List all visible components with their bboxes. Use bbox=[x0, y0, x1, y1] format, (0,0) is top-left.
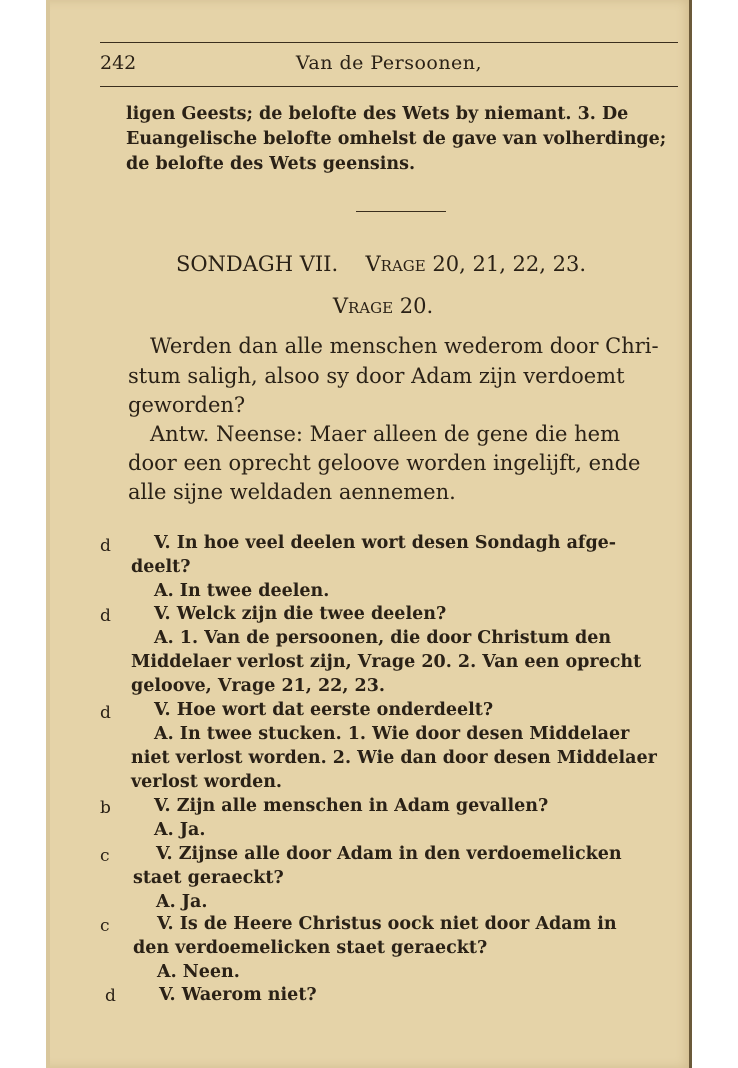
qa-line: geloove, Vrage 21, 22, 23. bbox=[131, 676, 385, 696]
margin-marker: b bbox=[100, 798, 111, 818]
qa-line: Middelaer verlost zijn, Vrage 20. 2. Van een oprecht bbox=[131, 652, 642, 672]
text-line: Antw. Neense: Maer alleen de gene die hem bbox=[150, 422, 621, 446]
qa-line: A. Ja. bbox=[156, 892, 208, 912]
question-heading: Vrage 20. bbox=[332, 294, 434, 318]
qa-line: V. Is de Heere Christus oock niet door Adam in bbox=[157, 914, 617, 934]
header-rule-top bbox=[100, 42, 678, 43]
qa-line: V. Waerom niet? bbox=[159, 985, 317, 1005]
qa-line: V. Welck zijn die twee deelen? bbox=[154, 604, 447, 624]
qa-line: V. Zijnse alle door Adam in den verdoemelicken bbox=[156, 844, 622, 864]
margin-marker: c bbox=[100, 916, 110, 936]
qa-line: A. In twee stucken. 1. Wie door desen Middelaer bbox=[154, 724, 630, 744]
header-rule-bottom bbox=[100, 86, 678, 87]
qa-line: A. Neen. bbox=[157, 962, 240, 982]
sunday-heading: SONDAGH VII. bbox=[175, 252, 339, 276]
qa-line: niet verlost worden. 2. Wie dan door desen Middelaer bbox=[131, 748, 657, 768]
qa-line: staet geraeckt? bbox=[133, 868, 284, 888]
qa-line: den verdoemelicken staet geraeckt? bbox=[133, 938, 488, 958]
text-line: stum saligh, alsoo sy door Adam zijn verdoemt bbox=[128, 364, 625, 388]
sunday-heading-line bbox=[58, 252, 704, 276]
margin-marker: d bbox=[100, 536, 111, 556]
margin-marker: d bbox=[105, 986, 116, 1006]
page-right-edge bbox=[689, 0, 692, 1068]
page-left-edge bbox=[46, 0, 50, 1068]
questions-heading: Vrage 20, 21, 22, 23. bbox=[365, 252, 587, 276]
qa-line: deelt? bbox=[131, 557, 191, 577]
qa-line: A. In twee deelen. bbox=[154, 581, 330, 601]
qa-line: V. In hoe veel deelen wort desen Sondagh afge- bbox=[154, 533, 617, 553]
qa-line: V. Hoe wort dat eerste onderdeelt? bbox=[154, 700, 494, 720]
qa-line: A. 1. Van de persoonen, die door Christum den bbox=[154, 628, 612, 648]
text-line: Euangelische belofte omhelst de gave van volherdinge; bbox=[126, 129, 667, 149]
page-number: 242 bbox=[100, 52, 137, 74]
margin-marker: d bbox=[100, 606, 111, 626]
text-line: geworden? bbox=[128, 393, 246, 417]
text-line: de belofte des Wets geensins. bbox=[126, 154, 416, 174]
text-line: door een oprecht geloove worden ingelijft, ende bbox=[128, 451, 641, 475]
margin-marker: d bbox=[100, 703, 111, 723]
text-line: alle sijne weldaden aennemen. bbox=[128, 480, 456, 504]
qa-line: V. Zijn alle menschen in Adam gevallen? bbox=[154, 796, 549, 816]
section-separator bbox=[356, 211, 446, 212]
qa-line: verlost worden. bbox=[131, 772, 283, 792]
margin-marker: c bbox=[100, 846, 110, 866]
text-line: ligen Geests; de belofte des Wets by niemant. 3. De bbox=[126, 104, 629, 124]
running-title: Van de Persoonen, bbox=[295, 52, 483, 74]
qa-line: A. Ja. bbox=[154, 820, 206, 840]
text-line: Werden dan alle menschen wederom door Chri- bbox=[150, 334, 659, 358]
